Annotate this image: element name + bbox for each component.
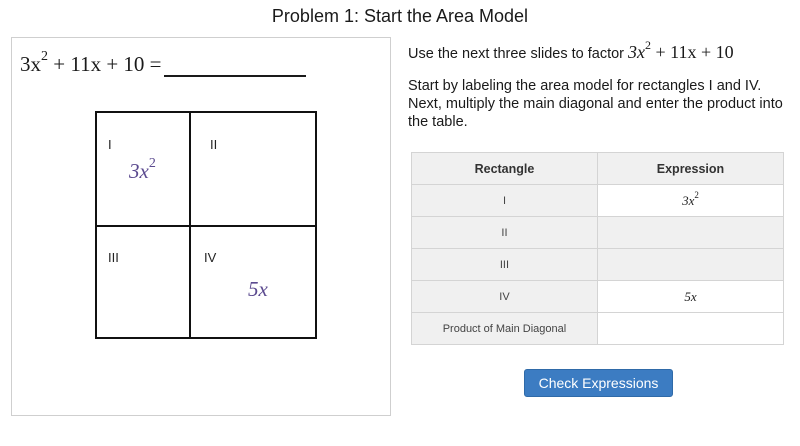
cell-expr-i-exp: 2 bbox=[148, 156, 156, 171]
equation-rest: + 11x + 10 = bbox=[48, 52, 162, 76]
expression-table bbox=[411, 152, 784, 345]
row-label: I bbox=[412, 185, 598, 217]
instructions-line1: Use the next three slides to factor $3x^2 + 11x + 10$ bbox=[408, 38, 734, 62]
cell-expr-iv-base: 5x bbox=[248, 277, 268, 301]
instructions-paragraph: Start by labeling the area model for rectangles I and IV. Next, multiply the main diagonal and enter the product into the table. bbox=[408, 78, 783, 130]
expression-input-i[interactable]: $3x^2$ bbox=[597, 185, 783, 217]
grid-divider-horizontal bbox=[97, 225, 315, 227]
cell-expr-iv[interactable] bbox=[248, 277, 268, 302]
factor-expression: $3x^2 + 11x + 10$ bbox=[628, 38, 734, 62]
equation bbox=[20, 49, 306, 77]
expression-input-iii[interactable] bbox=[597, 249, 783, 281]
table-row bbox=[412, 249, 784, 281]
page-title: Problem 1: Start the Area Model bbox=[271, 6, 529, 26]
equation-exponent: 2 bbox=[41, 49, 48, 64]
table-row bbox=[412, 185, 784, 217]
row-label: II bbox=[412, 217, 598, 249]
cell-expr-i[interactable] bbox=[129, 156, 156, 184]
row-label: III bbox=[412, 249, 598, 281]
equation-lhs: 3x bbox=[20, 52, 41, 76]
table-row bbox=[412, 313, 784, 345]
expression-input-product[interactable] bbox=[597, 313, 783, 345]
cell-label-iv: IV bbox=[204, 250, 217, 265]
table-header-rectangle: Rectangle bbox=[412, 153, 598, 185]
row-label: Product of Main Diagonal bbox=[412, 313, 598, 345]
table-row bbox=[412, 281, 784, 313]
expression-input-iv[interactable]: 5x bbox=[597, 281, 783, 313]
area-model-grid bbox=[95, 111, 317, 339]
cell-label-iii: III bbox=[108, 250, 119, 265]
cell-expr-i-base: 3x bbox=[129, 159, 149, 183]
row-label: IV bbox=[412, 281, 598, 313]
answer-blank[interactable] bbox=[164, 57, 306, 77]
cell-label-i: I bbox=[108, 137, 112, 152]
check-expressions-button[interactable]: Check Expressions bbox=[524, 369, 673, 397]
table-header-expression: Expression bbox=[597, 153, 783, 185]
cell-label-ii: II bbox=[210, 137, 218, 152]
table-row bbox=[412, 217, 784, 249]
expression-input-ii[interactable] bbox=[597, 217, 783, 249]
instructions bbox=[408, 38, 783, 145]
